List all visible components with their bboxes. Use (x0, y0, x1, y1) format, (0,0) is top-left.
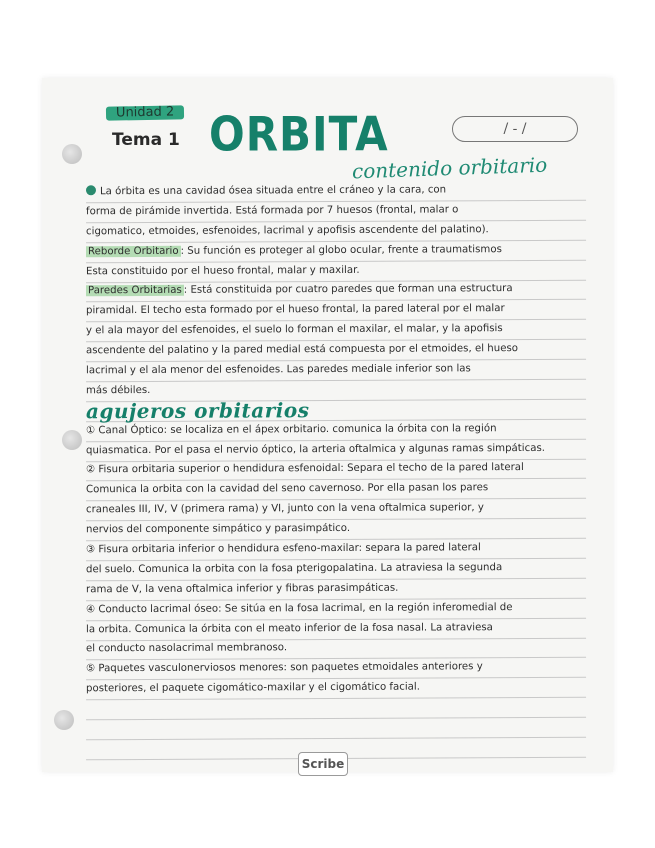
topic-label: Tema 1 (112, 130, 180, 150)
bullet-icon (86, 185, 96, 195)
empty-line (86, 718, 586, 741)
text-line: quiasmatica. Por el pasa el nervio óptico, la arteria oftalmica y algunas ramas simpáticas. (86, 439, 586, 462)
empty-line (86, 698, 586, 721)
binder-hole (62, 430, 82, 450)
text-line: craneales III, IV, V (primera rama) y VI, junto con la vena oftalmica superior, y (86, 499, 586, 522)
text-line: Comunica la orbita con la cavidad del seno cavernoso. Por ella pasan los pares (86, 479, 586, 502)
text-line: rama de V, la vena oftalmica inferior y fibras parasimpáticas. (86, 579, 586, 602)
highlighted-term: Paredes Orbitarias (87, 285, 182, 297)
text-line: Esta constituido por el hueso frontal, malar y maxilar. (86, 260, 586, 283)
section-heading: agujeros orbitarios (85, 397, 310, 424)
text-line: el conducto nasolacrimal membranoso. (86, 638, 586, 661)
page-subtitle: contenido orbitario (351, 152, 548, 184)
highlighted-term: Reborde Orbitario (87, 245, 179, 257)
binder-hole (54, 710, 74, 730)
notebook-page (42, 78, 613, 772)
text-line: posteriores, el paquete cigomático-maxilar y el cigomático facial. (86, 678, 586, 701)
text-line: Reborde Orbitario : Su función es proteger al globo ocular, frente a traumatismos (86, 240, 586, 263)
text-line: ⑤ Paquetes vasculonerviosos menores: son paquetes etmoidales anteriores y (86, 658, 586, 681)
text-line: forma de pirámide invertida. Está formada por 7 huesos (frontal, malar o (86, 201, 586, 224)
text-line: ascendente del palatino y la pared medial está compuesta por el etmoides, el hueso (86, 340, 586, 363)
text-line: ② Fisura orbitaria superior o hendidura esfenoidal: Separa el techo de la pared lateral (86, 459, 586, 482)
section-heading-line (86, 399, 586, 422)
date-field: / - / (452, 116, 578, 142)
text-line: cigomatico, etmoides, esfenoides, lacrimal y apofisis ascendente del palatino). (86, 220, 586, 243)
text-line: lacrimal y el ala menor del esfenoides. Las paredes mediale inferior son las (86, 360, 586, 383)
text-line: la orbita. Comunica la órbita con el meato inferior de la fosa nasal. La atraviesa (86, 618, 586, 641)
unit-label: Unidad 2 (106, 105, 184, 120)
page-title: ORBITA (209, 107, 389, 162)
text-line: nervios del componente simpático y parasimpático. (86, 519, 586, 542)
scribe-logo[interactable]: Scribe (298, 752, 348, 776)
text-line: La órbita es una cavidad ósea situada entre el cráneo y la cara, con (86, 181, 586, 204)
text-line: más débiles. (86, 380, 586, 403)
text-line: y el ala mayor del esfenoides, el suelo lo forman el maxilar, el malar, y la apofisis (86, 320, 586, 343)
text-line: Paredes Orbitarias : Está constituida por cuatro paredes que forman una estructura (86, 280, 586, 303)
text-line: ③ Fisura orbitaria inferior o hendidura esfeno-maxilar: separa la pared lateral (86, 539, 586, 562)
text-line: piramidal. El techo esta formado por el hueso frontal, la pared lateral por el malar (86, 300, 586, 323)
text-line: ④ Conducto lacrimal óseo: Se sitúa en la fosa lacrimal, en la región inferomedial de (86, 598, 586, 621)
text-line: del suelo. Comunica la orbita con la fosa pterigopalatina. La atraviesa la segunda (86, 559, 586, 582)
ruled-text (86, 182, 586, 772)
page-header (42, 78, 613, 188)
text-line: ① Canal Óptico: se localiza en el ápex orbitario. comunica la órbita con la región (86, 419, 586, 442)
